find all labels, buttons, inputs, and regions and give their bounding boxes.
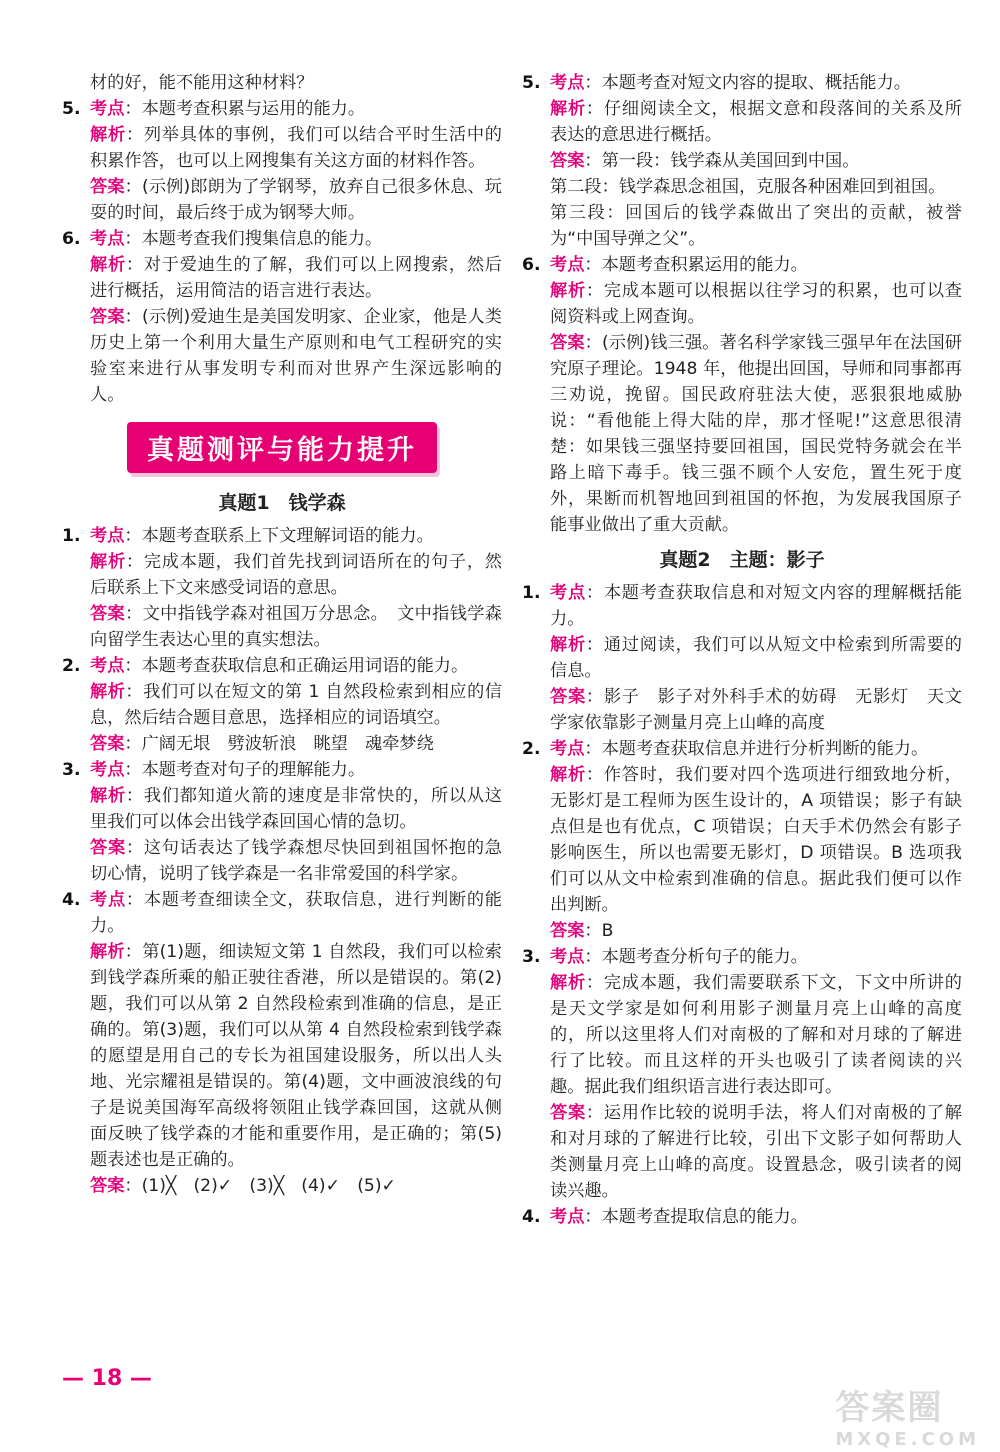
- paragraph-body: [62, 70, 502, 96]
- paragraph: [522, 252, 962, 278]
- paragraph-body: [522, 330, 962, 538]
- label-tag: 答案: [550, 333, 585, 353]
- paragraph-body: [522, 148, 962, 174]
- label-tag: 解析: [90, 125, 126, 145]
- paragraph-text: ：文中指钱学森对祖国万分思念。 文中指钱学森向留学生表达心里的真实想法。: [90, 604, 502, 650]
- paragraph: [62, 601, 502, 653]
- paragraph-body: [522, 278, 962, 330]
- paragraph-body: [522, 174, 962, 200]
- left-top-block: [62, 70, 502, 408]
- label-tag: 答案: [550, 687, 586, 707]
- paragraph-text: ：本题考查获取信息和正确运用词语的能力。: [124, 656, 469, 676]
- label-tag: 答案: [550, 921, 585, 941]
- question-number: 4.: [62, 890, 81, 910]
- right-bottom-block: [522, 580, 962, 1230]
- left-column: [62, 70, 502, 1199]
- paragraph-body: [62, 601, 502, 653]
- label-tag: 解析: [550, 99, 586, 119]
- paragraph: [62, 1173, 502, 1199]
- paragraph-body: [522, 1204, 962, 1230]
- label-tag: 解析: [90, 942, 125, 962]
- paragraph: [522, 762, 962, 918]
- paragraph: [522, 200, 962, 252]
- right-column: [522, 70, 962, 1230]
- label-tag: 答案: [90, 838, 126, 858]
- paragraph: [522, 970, 962, 1100]
- paragraph-text: ：本题考查联系上下文理解词语的能力。: [124, 526, 434, 546]
- paragraph: [62, 174, 502, 226]
- label-tag: 考点: [90, 890, 126, 910]
- paragraph-text: ：我们都知道火箭的速度是非常快的，所以从这里我们可以体会出钱学森回国心情的急切。: [90, 786, 502, 832]
- paragraph-text: ：(示例)爱迪生是美国发明家、企业家，他是人类历史上第一个利用大量生产原则和电气工程研究的实验室来进行从事发明专利而对世界产生深远影响的人。: [90, 307, 502, 405]
- paragraph: [522, 918, 962, 944]
- label-tag: 答案: [90, 177, 125, 197]
- question-number: 1.: [522, 583, 541, 603]
- paragraph-body: [62, 783, 502, 835]
- paragraph-text: ：(示例)钱三强。著名科学家钱三强早年在法国研究原子理论。1948 年，他提出回国，导师和同事都再三劝说，挽留。国民政府驻法大使，恶狠狠地威胁说：“看他能上得大陆的岸，那才怪呢!”这意思很清楚：如果钱三强坚持要回祖国，国民党特务就会在半路上暗下毒手。钱三强不顾个人安危，置生死于度外，果断而机智地回到祖国的怀抱，为发展我国原子能事业做出了重大贡献。: [550, 333, 962, 535]
- paragraph-body: [62, 523, 502, 549]
- paragraph-body: [62, 835, 502, 887]
- paragraph-text: ：对于爱迪生的了解，我们可以上网搜索，然后进行概括，运用简洁的语言进行表达。: [90, 255, 502, 301]
- paragraph: [522, 944, 962, 970]
- paragraph-text: 第三段：回国后的钱学森做出了突出的贡献，被誉为“中国导弹之父”。: [550, 203, 962, 249]
- paragraph: [522, 1100, 962, 1204]
- watermark-text: 答案圈: [835, 1388, 944, 1428]
- paragraph-text: ：(示例)郎朗为了学钢琴，放弃自己很多休息、玩耍的时间，最后终于成为钢琴大师。: [90, 177, 502, 223]
- paragraph-text: ：广阔无垠 劈波斩浪 眺望 魂牵梦绕: [124, 734, 434, 754]
- paragraph: [62, 226, 502, 252]
- paragraph: [522, 330, 962, 538]
- paragraph-text: ：运用作比较的说明手法，将人们对南极的了解和对月球的了解进行比较，引出下文影子如何帮助人类测量月亮上山峰的高度。设置悬念，吸引读者的阅读兴趣。: [550, 1103, 962, 1201]
- paragraph: [62, 549, 502, 601]
- label-tag: 考点: [550, 947, 585, 967]
- question-number: 3.: [522, 947, 541, 967]
- paragraph: [62, 653, 502, 679]
- paragraph-text: ：本题考查分析句子的能力。: [584, 947, 808, 967]
- label-tag: 考点: [90, 526, 125, 546]
- label-tag: 答案: [90, 1176, 125, 1196]
- paragraph-body: [522, 96, 962, 148]
- label-tag: 解析: [90, 682, 126, 702]
- paragraph-body: [62, 653, 502, 679]
- paragraph-text: ：完成本题，我们首先找到词语所在的句子，然后联系上下文来感受词语的意思。: [90, 552, 502, 598]
- label-tag: 考点: [90, 760, 125, 780]
- paragraph: [522, 684, 962, 736]
- paragraph-text: ：本题考查积累与运用的能力。: [124, 99, 366, 119]
- page-number: — 18 —: [62, 1366, 152, 1391]
- paragraph: [62, 757, 502, 783]
- paragraph-body: [62, 122, 502, 174]
- paragraph: [62, 939, 502, 1173]
- left-bottom-block: [62, 523, 502, 1199]
- paragraph: [62, 252, 502, 304]
- paragraph-body: [522, 970, 962, 1100]
- question-number: 6.: [62, 229, 81, 249]
- question-number: 2.: [62, 656, 81, 676]
- label-tag: 考点: [90, 656, 125, 676]
- paragraph-body: [522, 70, 962, 96]
- paragraph-text: ：本题考查对短文内容的提取、概括能力。: [584, 73, 911, 93]
- question-number: 3.: [62, 760, 81, 780]
- label-tag: 解析: [550, 281, 586, 301]
- paragraph-text: ：本题考查对句子的理解能力。: [124, 760, 366, 780]
- label-tag: 解析: [550, 973, 586, 993]
- label-tag: 解析: [90, 786, 126, 806]
- paragraph-body: [522, 918, 962, 944]
- paragraph: [62, 887, 502, 939]
- paragraph-text: ：完成本题可以根据以往学习的积累，也可以查阅资料或上网查询。: [550, 281, 962, 327]
- paragraph-text: ：本题考查提取信息的能力。: [584, 1207, 808, 1227]
- right-top-block: [522, 70, 962, 538]
- paragraph-body: [522, 684, 962, 736]
- paragraph-text: ：我们可以在短文的第 1 自然段检索到相应的信息，然后结合题目意思，选择相应的词语填空。: [90, 682, 502, 728]
- paragraph-text: ：通过阅读，我们可以从短文中检索到所需要的信息。: [550, 635, 962, 681]
- question-number: 4.: [522, 1207, 541, 1227]
- paragraph-body: [62, 304, 502, 408]
- question-number: 6.: [522, 255, 541, 275]
- paragraph-text: ：仔细阅读全文，根据文意和段落间的关系及所表达的意思进行概括。: [550, 99, 962, 145]
- paragraph: [62, 96, 502, 122]
- paragraph-body: [62, 96, 502, 122]
- label-tag: 解析: [90, 552, 126, 572]
- paragraph: [522, 174, 962, 200]
- paragraph-body: [522, 252, 962, 278]
- paragraph: [522, 96, 962, 148]
- paragraph-text: ：第一段：钱学森从美国回到中国。: [584, 151, 860, 171]
- paragraph-text: ：完成本题，我们需要联系下文，下文中所讲的是天文学家是如何利用影子测量月亮上山峰的高度的，所以这里将人们对南极的了解和对月球的了解进行了比较。而且这样的开头也吸引了读者阅读的兴趣。据此我们组织语言进行表达即可。: [550, 973, 962, 1097]
- label-tag: 考点: [550, 255, 585, 275]
- label-tag: 考点: [550, 739, 585, 759]
- label-tag: 解析: [550, 765, 586, 785]
- paragraph: [522, 1204, 962, 1230]
- paragraph: [522, 148, 962, 174]
- paragraph-text: ：本题考查获取信息和对短文内容的理解概括能力。: [550, 583, 962, 629]
- watermark-url: MXQE.COM: [835, 1429, 980, 1450]
- paragraph-body: [522, 1100, 962, 1204]
- paragraph-body: [62, 174, 502, 226]
- watermark-logo: [835, 1380, 980, 1450]
- paragraph-text: ：本题考查获取信息并进行分析判断的能力。: [584, 739, 929, 759]
- paragraph-body: [522, 580, 962, 632]
- label-tag: 考点: [550, 73, 585, 93]
- paragraph-text: ：作答时，我们要对四个选项进行细致地分析，无影灯是工程师为医生设计的，A 项错误；影子有缺点但是也有优点，C 项错误；白天手术仍然会有影子影响医生，所以也需要无影灯，D 项错误。B 选项我们可以从文中检索到准确的信息。据此我们便可以作出判断。: [550, 765, 962, 915]
- paragraph: [62, 122, 502, 174]
- paragraph: [62, 523, 502, 549]
- paragraph: [62, 731, 502, 757]
- question-1-title: 真题1 钱学森: [218, 492, 346, 514]
- paragraph-body: [62, 731, 502, 757]
- paragraph-body: [522, 736, 962, 762]
- question-number: 2.: [522, 739, 541, 759]
- paragraph-body: [62, 226, 502, 252]
- paragraph-text: ：影子 影子对外科手术的妨碍 无影灯 天文学家依靠影子测量月亮上山峰的高度: [550, 687, 962, 733]
- question-2-title: 真题2 主题：影子: [659, 549, 825, 571]
- paragraph-body: [62, 679, 502, 731]
- section-banner: 真题测评与能力提升: [127, 422, 437, 473]
- paragraph-text: ：这句话表达了钱学森想尽快回到祖国怀抱的急切心情，说明了钱学森是一名非常爱国的科学家。: [90, 838, 502, 884]
- paragraph-text: ：本题考查我们搜集信息的能力。: [124, 229, 383, 249]
- section-banner-wrap: [62, 422, 502, 473]
- question-number: 5.: [522, 73, 541, 93]
- paragraph-text: ：本题考查细读全文，获取信息，进行判断的能力。: [90, 890, 502, 936]
- paragraph-text: 第二段：钱学森思念祖国，克服各种困难回到祖国。: [550, 177, 946, 197]
- paragraph-body: [62, 549, 502, 601]
- paragraph: [62, 783, 502, 835]
- label-tag: 考点: [550, 1207, 585, 1227]
- paragraph-text: ：第(1)题，细读短文第 1 自然段，我们可以检索到钱学森所乘的船正驶往香港，所以是错误的。第(2)题，我们可以从第 2 自然段检索到准确的信息，是正确的。第(3)题，我们可以从第 4 自然段检索到钱学森的愿望是用自己的专长为祖国建设服务，所以出人头地、光宗耀祖是错误的。第(4)题，文中画波浪线的句子是说美国海军高级将领阻止钱学森回国，这就从侧面反映了钱学森的才能和重要作用，是正确的；第(5)题表述也是正确的。: [90, 942, 502, 1170]
- paragraph: [62, 679, 502, 731]
- label-tag: 答案: [550, 151, 585, 171]
- paragraph: [522, 278, 962, 330]
- label-tag: 考点: [90, 229, 125, 249]
- paragraph-body: [62, 252, 502, 304]
- label-tag: 答案: [550, 1103, 586, 1123]
- paragraph-body: [62, 887, 502, 939]
- paragraph-text: 材的好，能不能用这种材料？: [90, 73, 314, 93]
- paragraph-text: ：B: [584, 921, 614, 941]
- paragraph: [522, 70, 962, 96]
- paragraph: [522, 580, 962, 632]
- label-tag: 解析: [90, 255, 126, 275]
- question-number: 1.: [62, 526, 81, 546]
- question-number: 5.: [62, 99, 81, 119]
- label-tag: 考点: [90, 99, 125, 119]
- paragraph-body: [522, 200, 962, 252]
- paragraph: [62, 304, 502, 408]
- label-tag: 答案: [90, 734, 125, 754]
- paragraph: [62, 835, 502, 887]
- label-tag: 考点: [550, 583, 586, 603]
- label-tag: 答案: [90, 307, 125, 327]
- label-tag: 解析: [550, 635, 586, 655]
- paragraph-body: [62, 757, 502, 783]
- paragraph-text: ：本题考查积累运用的能力。: [584, 255, 808, 275]
- paragraph: [522, 632, 962, 684]
- paragraph-body: [62, 939, 502, 1173]
- paragraph: [62, 70, 502, 96]
- paragraph: [522, 736, 962, 762]
- label-tag: 答案: [90, 604, 126, 624]
- paragraph-text: ：列举具体的事例，我们可以结合平时生活中的积累作答，也可以上网搜集有关这方面的材料作答。: [90, 125, 502, 171]
- paragraph-body: [522, 762, 962, 918]
- paragraph-body: [522, 632, 962, 684]
- paragraph-text: ：(1)╳ (2)✓ (3)╳ (4)✓ (5)✓: [124, 1176, 396, 1196]
- paragraph-body: [62, 1173, 502, 1199]
- paragraph-body: [522, 944, 962, 970]
